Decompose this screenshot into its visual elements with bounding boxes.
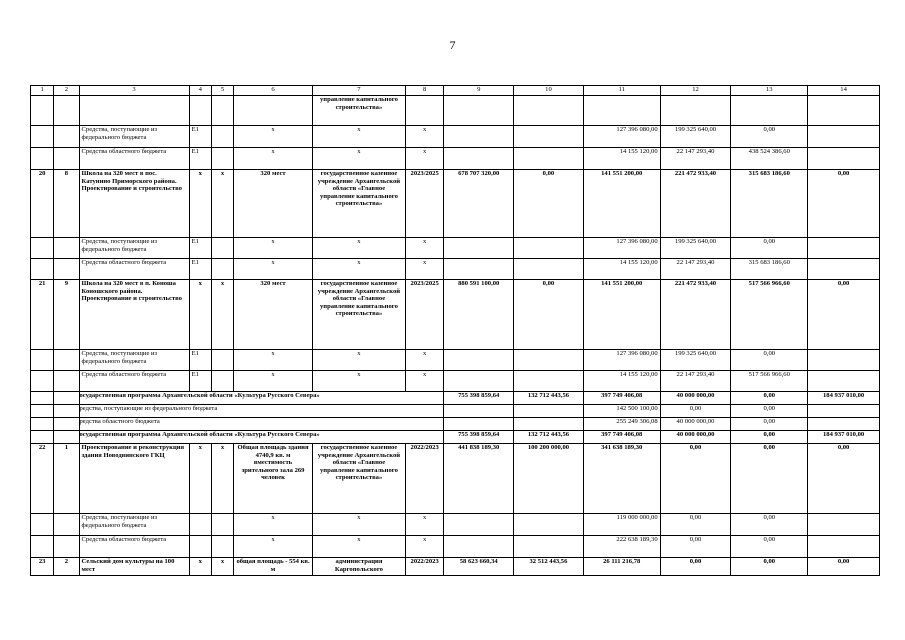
value-cell: 0,00 [731, 350, 808, 371]
table-row [31, 444, 880, 514]
value-cell: 0,00 [660, 536, 731, 558]
value-cell: 678 707 320,00 [444, 170, 514, 238]
value-cell: 100 200 000,00 [514, 444, 584, 514]
col-header: 13 [731, 86, 808, 96]
row-number: 22 [31, 444, 54, 514]
value-cell: 0,00 [660, 444, 731, 514]
customer-cell: государственное казенное учреждение Архангельской области «Главное управление капитального строительства» [312, 170, 405, 238]
source-label: Средства областного бюджета [79, 148, 189, 170]
x-cell: х [234, 371, 313, 392]
x-cell: х [189, 444, 211, 514]
value-cell: 127 396 080,00 [583, 350, 660, 371]
value-cell: 517 566 966,60 [731, 280, 808, 350]
value-cell: 40 000 000,00 [660, 418, 731, 431]
value-cell: 22 147 293,40 [660, 259, 731, 280]
value-cell: 0,00 [731, 405, 808, 418]
program-total-row [31, 392, 880, 405]
value-cell: 127 396 080,00 [583, 126, 660, 148]
value-cell: 119 000 000,00 [583, 514, 660, 536]
value-cell: 341 638 189,30 [583, 444, 660, 514]
capacity-cell: Общая площадь здания 4740,9 кв. м вместимость зрительного зала 269 человек [234, 444, 313, 514]
x-cell: х [312, 536, 405, 558]
col-header: 6 [234, 86, 313, 96]
value-cell: 132 712 443,56 [514, 431, 584, 444]
column-number-row [31, 86, 880, 96]
x-cell: х [189, 280, 211, 350]
value-cell: 40 000 000,00 [660, 431, 731, 444]
x-cell: х [189, 170, 211, 238]
capacity-cell: 320 мест [234, 170, 313, 238]
table-row [31, 280, 880, 350]
x-cell: х [405, 371, 443, 392]
x-cell: х [312, 514, 405, 536]
value-cell: 141 551 200,00 [583, 280, 660, 350]
value-cell: 22 147 293,40 [660, 148, 731, 170]
code-cell: E1 [189, 126, 211, 148]
table-row [31, 259, 880, 280]
value-cell: 0,00 [808, 280, 880, 350]
x-cell: х [312, 259, 405, 280]
code-cell: E1 [189, 350, 211, 371]
source-label: Средства, поступающие из федерального бюджета [79, 126, 189, 148]
table-row [31, 418, 880, 431]
x-cell: х [211, 170, 233, 238]
col-header: 3 [79, 86, 189, 96]
value-cell: 142 500 100,00 [583, 405, 660, 418]
capital-investment-table [30, 85, 880, 576]
source-label: Средства, поступающие из федерального бюджета [79, 238, 189, 259]
value-cell: 0,00 [731, 558, 808, 576]
value-cell: 0,00 [660, 514, 731, 536]
x-cell: х [234, 536, 313, 558]
col-header: 1 [31, 86, 54, 96]
value-cell: 0,00 [731, 431, 808, 444]
program-title: осударственная программа Архангельской области «Культура Русского Севера» [79, 431, 444, 444]
years-cell: 2023/2025 [405, 170, 443, 238]
code-cell: E1 [189, 259, 211, 280]
x-cell: х [234, 126, 313, 148]
x-cell: х [312, 238, 405, 259]
value-cell: 441 838 189,30 [444, 444, 514, 514]
x-cell: х [234, 259, 313, 280]
x-cell: х [189, 558, 211, 576]
value-cell: 32 512 443,56 [514, 558, 584, 576]
value-cell: 199 325 640,00 [660, 126, 731, 148]
table-row [31, 148, 880, 170]
table-row [31, 514, 880, 536]
value-cell: 22 147 293,40 [660, 371, 731, 392]
value-cell: 14 155 120,00 [583, 259, 660, 280]
value-cell: 184 937 010,00 [808, 392, 880, 405]
col-header: 10 [514, 86, 584, 96]
value-cell: 0,00 [731, 444, 808, 514]
value-cell: 0,00 [731, 536, 808, 558]
x-cell: х [405, 238, 443, 259]
years-cell: 2022/2023 [405, 558, 443, 576]
col-header: 12 [660, 86, 731, 96]
object-name: Школа на 320 мест в пос. Катунино Приморского района. Проектирование и строительство [79, 170, 189, 238]
source-label: Средства, поступающие из федерального бюджета [79, 514, 189, 536]
value-cell: 255 249 306,08 [583, 418, 660, 431]
years-cell: 2023/2025 [405, 280, 443, 350]
row-number: 1 [54, 444, 79, 514]
value-cell: 14 155 120,00 [583, 148, 660, 170]
col-header: 4 [189, 86, 211, 96]
x-cell: х [312, 126, 405, 148]
col-header: 9 [444, 86, 514, 96]
x-cell: х [211, 444, 233, 514]
table-row [31, 536, 880, 558]
value-cell: 0,00 [731, 418, 808, 431]
value-cell: 755 398 859,64 [444, 431, 514, 444]
value-cell: 315 683 186,60 [731, 259, 808, 280]
x-cell: х [211, 280, 233, 350]
x-cell: х [312, 350, 405, 371]
value-cell: 58 623 660,34 [444, 558, 514, 576]
x-cell: х [405, 350, 443, 371]
x-cell: х [234, 148, 313, 170]
value-cell: 221 472 933,40 [660, 280, 731, 350]
x-cell: х [405, 126, 443, 148]
capacity-cell: общая площадь - 554 кв. м [234, 558, 313, 576]
value-cell: 0,00 [514, 280, 584, 350]
value-cell: 199 325 640,00 [660, 350, 731, 371]
x-cell: х [211, 558, 233, 576]
col-header: 11 [583, 86, 660, 96]
page-number: 7 [449, 38, 456, 52]
col-header: 14 [808, 86, 880, 96]
x-cell: х [405, 148, 443, 170]
row-number: 20 [31, 170, 54, 238]
table-row [31, 350, 880, 371]
table-row [31, 170, 880, 238]
value-cell: 0,00 [808, 444, 880, 514]
years-cell: 2022/2023 [405, 444, 443, 514]
customer-cell: управление капитального строительства» [312, 96, 405, 126]
value-cell: 517 566 966,60 [731, 371, 808, 392]
value-cell: 141 551 200,00 [583, 170, 660, 238]
source-label: Средства областного бюджета [79, 259, 189, 280]
value-cell: 0,00 [731, 126, 808, 148]
row-number: 9 [54, 280, 79, 350]
x-cell: х [405, 259, 443, 280]
value-cell: 315 683 186,60 [731, 170, 808, 238]
value-cell: 397 749 406,08 [583, 392, 660, 405]
customer-cell: государственное казенное учреждение Архангельской области «Главное управление капитального строительства» [312, 444, 405, 514]
x-cell: х [405, 514, 443, 536]
value-cell: 0,00 [731, 392, 808, 405]
source-label: Средства областного бюджета [79, 371, 189, 392]
value-cell: 0,00 [731, 238, 808, 259]
value-cell: 132 712 443,56 [514, 392, 584, 405]
row-number: 8 [54, 170, 79, 238]
x-cell: х [312, 371, 405, 392]
value-cell: 222 638 189,30 [583, 536, 660, 558]
x-cell: х [405, 536, 443, 558]
value-cell: 14 155 120,00 [583, 371, 660, 392]
table-row [31, 405, 880, 418]
table-row [31, 371, 880, 392]
table-row [31, 558, 880, 576]
value-cell: 880 591 100,00 [444, 280, 514, 350]
table-row [31, 126, 880, 148]
value-cell: 199 325 640,00 [660, 238, 731, 259]
value-cell: 127 396 080,00 [583, 238, 660, 259]
value-cell: 0,00 [808, 558, 880, 576]
col-header: 2 [54, 86, 79, 96]
source-label: Средства областного бюджета [79, 536, 189, 558]
row-number: 23 [31, 558, 54, 576]
col-header: 8 [405, 86, 443, 96]
source-label: Средства, поступающие из федерального бюджета [79, 350, 189, 371]
col-header: 7 [312, 86, 405, 96]
code-cell: E1 [189, 148, 211, 170]
value-cell: 221 472 933,40 [660, 170, 731, 238]
customer-cell: администрация Каргопольского [312, 558, 405, 576]
x-cell: х [234, 238, 313, 259]
value-cell: 26 111 216,78 [583, 558, 660, 576]
capacity-cell: 320 мест [234, 280, 313, 350]
value-cell: 40 000 000,00 [660, 392, 731, 405]
object-name: Школа на 320 мест в п. Коноша Коношского района. Проектирование и строительство [79, 280, 189, 350]
row-number: 2 [54, 558, 79, 576]
program-total-row [31, 431, 880, 444]
x-cell: х [234, 350, 313, 371]
program-title: осударственная программа Архангельской области «Культура Русского Севера» [79, 392, 444, 405]
value-cell: 0,00 [731, 514, 808, 536]
value-cell: 438 524 386,60 [731, 148, 808, 170]
value-cell: 0,00 [808, 170, 880, 238]
x-cell: х [234, 514, 313, 536]
value-cell: 0,00 [514, 170, 584, 238]
x-cell: х [312, 148, 405, 170]
object-name: Сельский дом культуры на 100 мест [79, 558, 189, 576]
object-name: Проектирование и реконструкция здания Новодвинского ГКЦ [79, 444, 189, 514]
table-row [31, 96, 880, 126]
customer-cell: государственное казенное учреждение Архангельской области «Главное управление капитального строительства» [312, 280, 405, 350]
source-label: редства, поступающие из федерального бюджета [79, 405, 444, 418]
value-cell: 0,00 [660, 405, 731, 418]
value-cell: 184 937 010,00 [808, 431, 880, 444]
table-row [31, 238, 880, 259]
row-number: 21 [31, 280, 54, 350]
code-cell: E1 [189, 371, 211, 392]
value-cell: 755 398 859,64 [444, 392, 514, 405]
code-cell: E1 [189, 238, 211, 259]
value-cell: 397 749 406,08 [583, 431, 660, 444]
value-cell: 0,00 [660, 558, 731, 576]
source-label: редства областного бюджета [79, 418, 444, 431]
col-header: 5 [211, 86, 233, 96]
